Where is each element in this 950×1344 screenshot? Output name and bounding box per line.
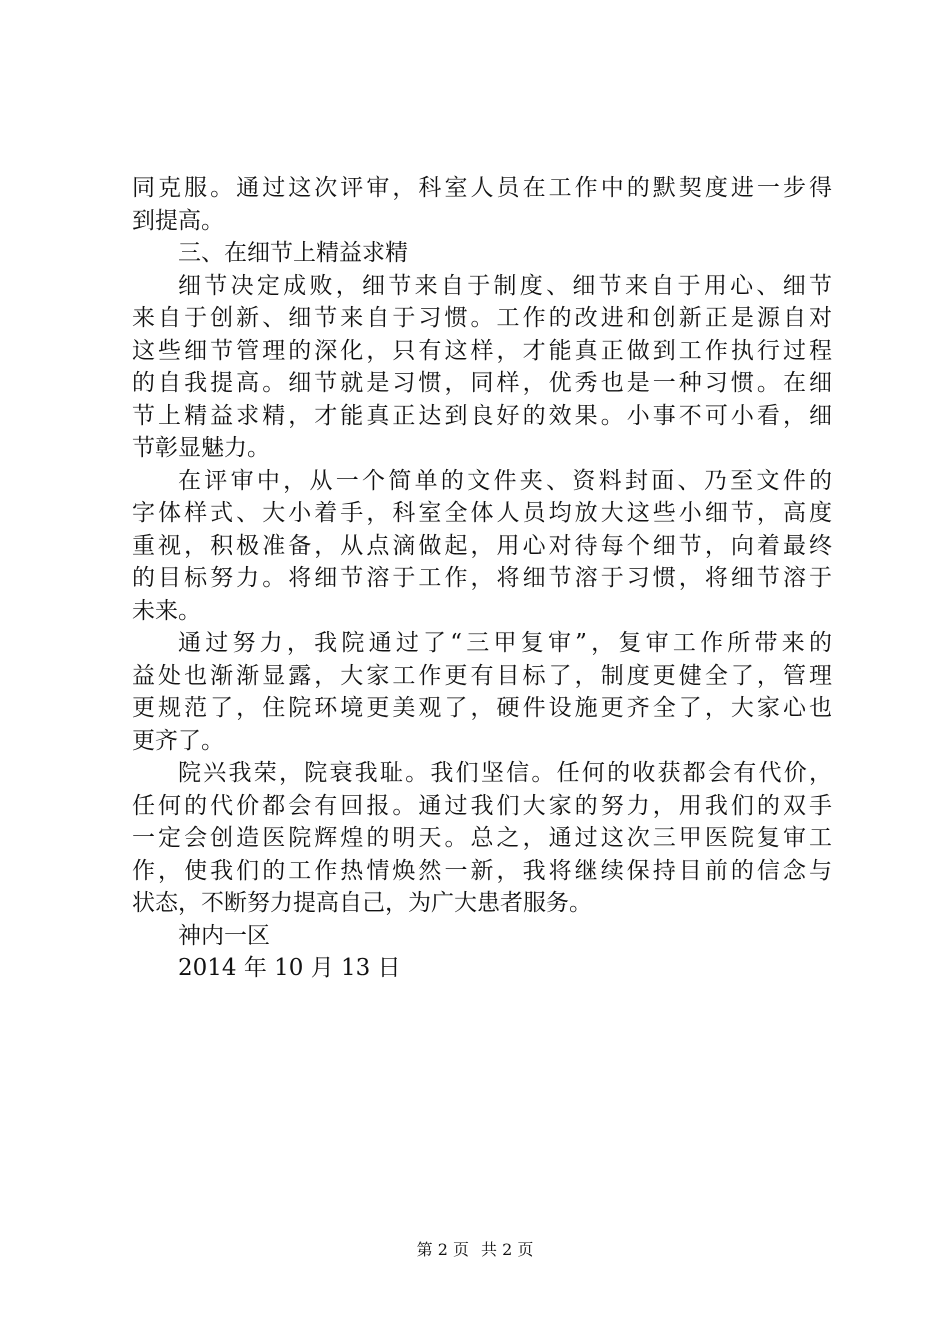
text-line: 益处也渐渐显露，大家工作更有目标了，制度更健全了，管理: [132, 662, 832, 689]
text-line: 通过努力，我院通过了“三甲复审”，复审工作所带来的: [178, 630, 832, 656]
text-line: 细节决定成败，细节来自于制度、细节来自于用心、细节: [178, 272, 832, 299]
text-line: 的目标努力。将细节溶于工作，将细节溶于习惯，将细节溶于: [132, 565, 832, 591]
text-line: 任何的代价都会有回报。通过我们大家的努力，用我们的双手: [132, 792, 832, 819]
text-line: 作，使我们的工作热情焕然一新，我将继续保持目前的信念与: [132, 857, 832, 884]
text-line: 重视，积极准备，从点滴做起，用心对待每个细节，向着最终: [132, 532, 832, 559]
page-footer: [0, 1240, 950, 1260]
text-line: 字体样式、大小着手，科室全体人员均放大这些小细节，高度: [132, 500, 832, 526]
text-line: 院兴我荣，院衰我耻。我们坚信。任何的收获都会有代价，: [178, 760, 832, 786]
page-total: 共 2 页: [481, 1240, 534, 1259]
page-number: 第 2 页: [416, 1240, 469, 1259]
text-line: 状态，不断努力提高自己，为广大患者服务。: [132, 890, 592, 916]
text-line: 一定会创造医院辉煌的明天。总之，通过这次三甲医院复审工: [132, 825, 832, 851]
text-line: 这些细节管理的深化，只有这样，才能真正做到工作执行过程: [132, 337, 832, 364]
text-line: 节彰显魅力。: [132, 435, 270, 461]
document-body: [132, 172, 832, 985]
text-line: 更规范了，住院环境更美观了，硬件设施更齐全了，大家心也: [132, 695, 832, 721]
signature-date: 2014 年 10 月 13 日: [178, 955, 401, 981]
signature-department: 神内一区: [178, 922, 270, 949]
text-line: 的自我提高。细节就是习惯，同样，优秀也是一种习惯。在细: [132, 370, 832, 396]
section-heading: 三、在细节上精益求精: [178, 240, 408, 266]
text-line: 同克服。通过这次评审，科室人员在工作中的默契度进一步得: [132, 175, 832, 201]
text-line: 未来。: [132, 597, 201, 624]
text-line: 更齐了。: [132, 727, 224, 754]
text-line: 到提高。: [132, 207, 224, 234]
text-line: 来自于创新、细节来自于习惯。工作的改进和创新正是源自对: [132, 305, 832, 331]
text-line: 在评审中，从一个简单的文件夹、资料封面、乃至文件的: [178, 467, 832, 494]
text-line: 节上精益求精，才能真正达到良好的效果。小事不可小看，细: [132, 402, 832, 429]
